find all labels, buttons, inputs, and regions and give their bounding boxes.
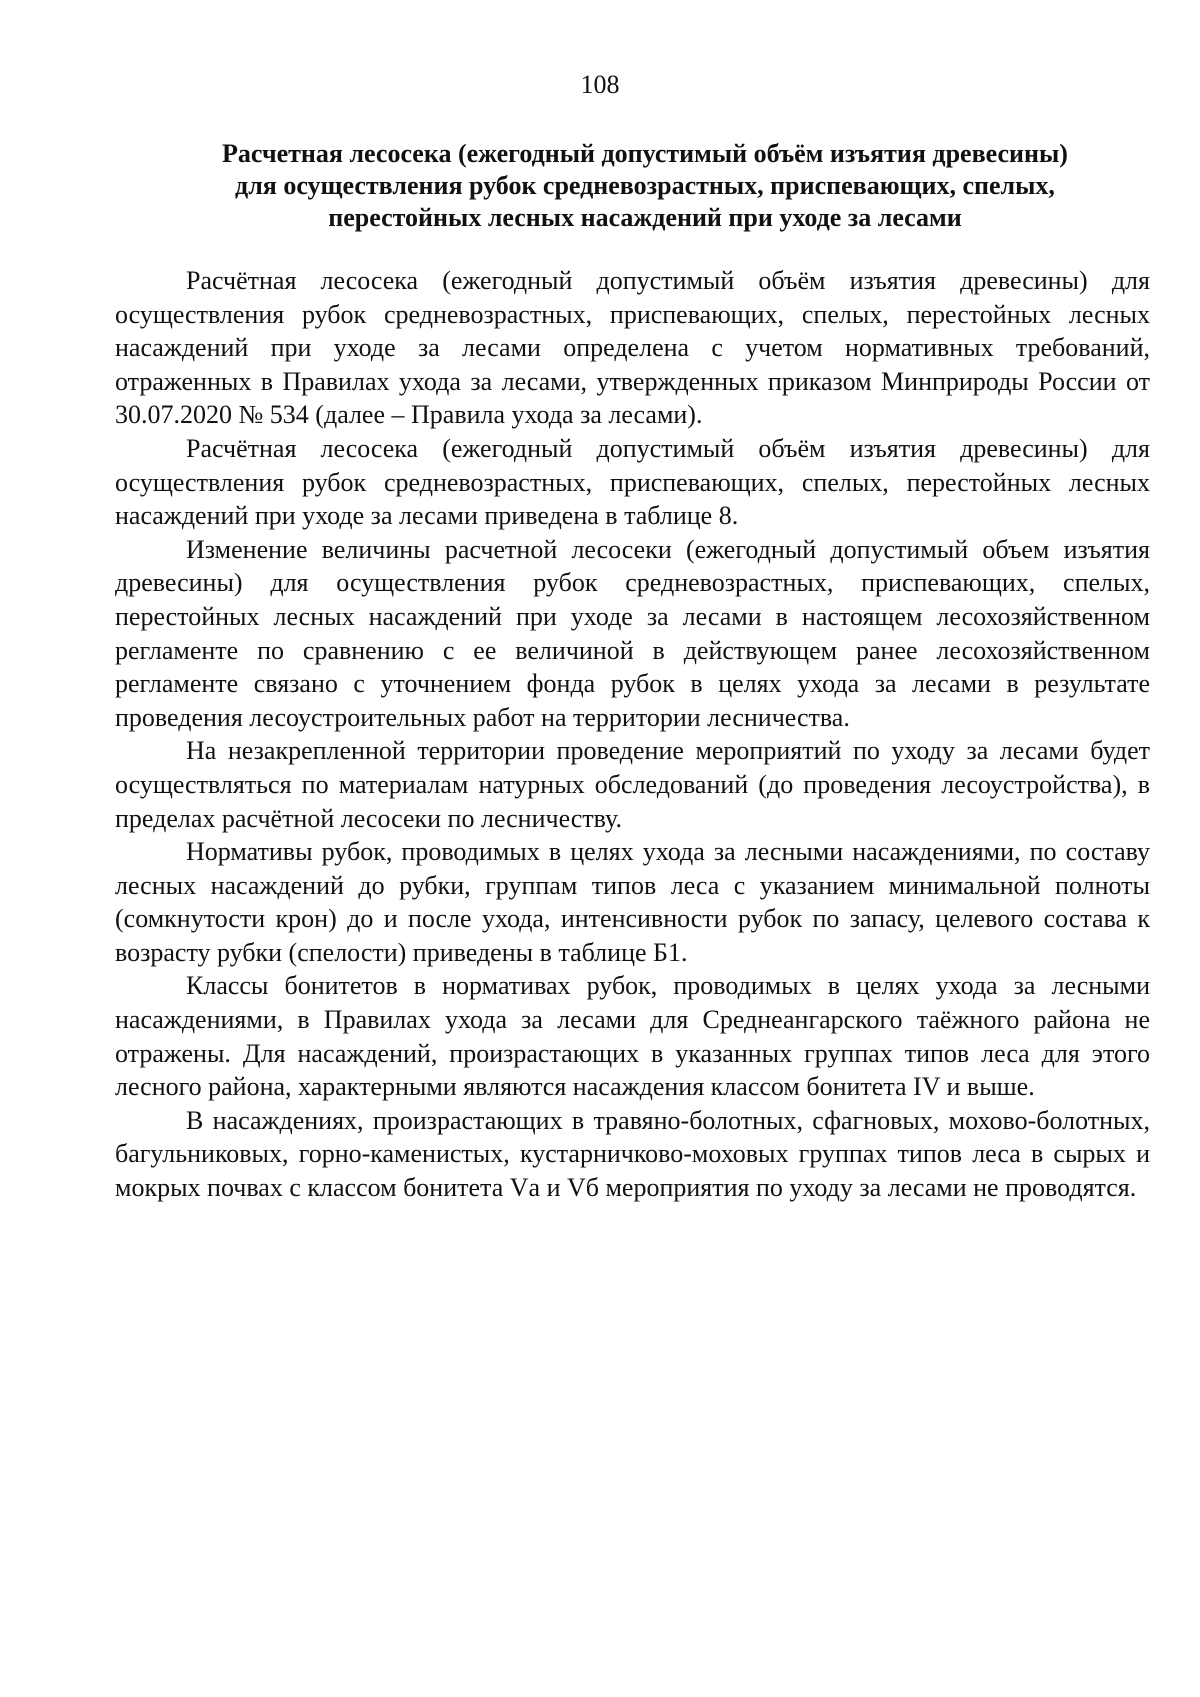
paragraph: В насаждениях, произрастающих в травяно-болотных, сфагновых, мохово-болотных, багульниковых, горно-каменистых, кустарничково-моховых группах типов леса в сырых и мокрых почвах с классом бонитета Vа и Vб мероприятия по уходу за лесами не проводятся. — [115, 1105, 1150, 1203]
section-title-line: перестойных лесных насаждений при уходе за лесами — [328, 203, 962, 232]
paragraph: Расчётная лесосека (ежегодный допустимый объём изъятия древесины) для осуществления рубок средневозрастных, приспевающих, спелых, перестойных лесных насаждений при уходе за лесами определена с учетом нормативных требований, отраженных в Правилах ухода за лесами, утвержденных приказом Минприроды России от 30.07.2020 № 534 (далее – Правила ухода за лесами). — [115, 266, 1150, 430]
section-title-line: Расчетная лесосека (ежегодный допустимый объём изъятия древесины) — [222, 139, 1068, 168]
paragraph: Изменение величины расчетной лесосеки (ежегодный допустимый объем изъятия древесины) для осуществления рубок средневозрастных, приспевающих, спелых, перестойных лесных насаждений при уходе за лесами в настоящем лесохозяйственном регламенте по сравнению с ее величиной в действующем ранее лесохозяйственном регламенте связано с уточнением фонда рубок в целях ухода за лесами в результате проведения лесоустроительных работ на территории лесничества. — [115, 534, 1150, 732]
body-text — [115, 264, 1150, 1205]
paragraph: Классы бонитетов в нормативах рубок, проводимых в целях ухода за лесными насаждениями, в Правилах ухода за лесами для Среднеангарского таёжного района не отражены. Для насаждений, произрастающих в указанных группах типов леса для этого лесного района, характерными являются насаждения классом бонитета IV и выше. — [115, 971, 1150, 1102]
section-title-line: для осуществления рубок средневозрастных, приспевающих, спелых, — [235, 171, 1055, 200]
paragraph: На незакрепленной территории проведение мероприятий по уходу за лесами будет осуществляться по материалам натурных обследований (до проведения лесоустройства), в пределах расчётной лесосеки по лесничеству. — [115, 736, 1150, 833]
section-title — [150, 138, 1140, 234]
page-number: 108 — [580, 70, 620, 99]
paragraph: Расчётная лесосека (ежегодный допустимый объём изъятия древесины) для осуществления рубок средневозрастных, приспевающих, спелых, перестойных лесных насаждений при уходе за лесами приведена в таблице 8. — [115, 433, 1150, 531]
paragraph: Нормативы рубок, проводимых в целях ухода за лесными насаждениями, по составу лесных насаждений до рубки, группам типов леса с указанием минимальной полноты (сомкнутости крон) до и после ухода, интенсивности рубок по запасу, целевого состава к возрасту рубки (спелости) приведены в таблице Б1. — [115, 837, 1150, 967]
